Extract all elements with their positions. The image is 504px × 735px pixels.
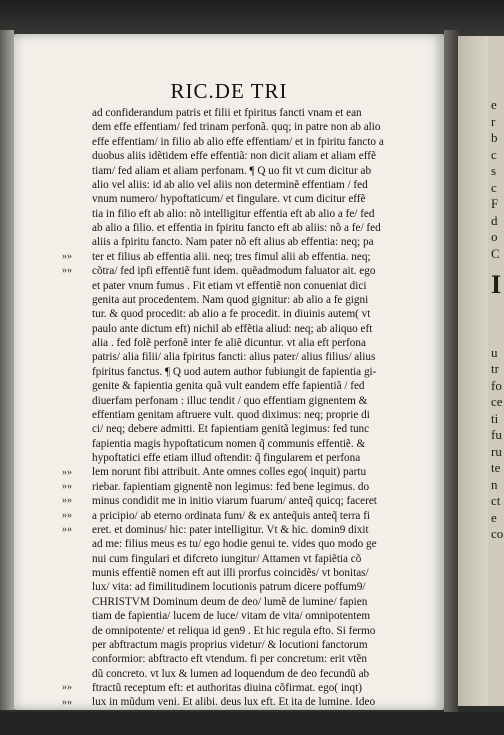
next-page-text-fragment: s [491, 164, 497, 177]
margin-note-mark: »» [62, 524, 72, 536]
text-line: ftractũ receptum eft: et authoritas diuina cõfirmat. ego( inqt) [92, 682, 362, 694]
next-page-text-fragment: d [491, 213, 498, 227]
text-line: tiam/ fed aliam et aliam perfonam. ¶ Q uo fit vt cum dicitur ab [92, 164, 372, 177]
text-line: ci/ neq; debere admitti. Et fapientiam genitã legimus: fed tunc [92, 423, 370, 436]
margin-note-mark: »» [62, 265, 72, 277]
next-page-text-fragment: c [491, 147, 497, 161]
text-line: diuerfam perfonam : illuc tendit / quo effentiam gignentem & [92, 394, 368, 407]
book-gutter [444, 30, 458, 715]
bottom-shadow [0, 712, 504, 735]
next-page-text-fragment: ce [491, 395, 503, 408]
text-line: eret. et dominus/ hic: pater intelligitur. Vt & hic. domin9 dixit [92, 523, 369, 536]
text-line: effe effentiam/ in filio ab alio effe effentiam/ et in fpiritu fancto a [92, 135, 384, 148]
text-line: minus condidit me in initio viarum fuarum/ anteq̃ quicq; faceret [92, 495, 377, 508]
next-page-text-fragment: tr [491, 362, 499, 375]
text-line: riebar. fapientiam gignentẽ non legimus: fed bene legimus. do [92, 480, 370, 493]
next-page-text-fragment: fo [491, 378, 502, 392]
next-page-text-fragment: te [491, 461, 501, 474]
next-page-text-fragment: ct [491, 494, 501, 507]
margin-note-mark: »» [62, 495, 72, 507]
text-line: tiam de fapientia/ lucem de luce/ vitam de vita/ omnipotentem [92, 610, 371, 623]
text-line: genita aut procedentem. Nam quod gignitur: ab alio a fe gigni [92, 293, 369, 306]
next-page-initial-letter: I [491, 272, 502, 298]
text-line: ab alio a filio. et effentia in fpiritu fancto eft ab aliis: nõ a fe/ fed [92, 222, 381, 234]
text-line: tia in filio eft ab alio: nõ intelligitur effentia eft ab alio a fe/ fed [92, 207, 375, 220]
text-line: paulo ante dictum eft) nichil ab effẽtia aliud: neq; ab aliquo eft [92, 322, 373, 335]
margin-note-mark: »» [62, 696, 72, 708]
text-line: genite & fapientia genita quã vult eandem effe fapientiã / fed [92, 380, 365, 393]
text-line: per abftractum magis proprius videtur/ & locutioni fanctorum [92, 638, 368, 651]
next-page-text-fragment: n [491, 477, 498, 491]
text-line: tur. & quod procedit: ab alio a fe procedit. in diuinis autem( vt [92, 308, 371, 321]
next-page-text-fragment: e [491, 510, 497, 524]
right-page-edge [458, 36, 504, 706]
next-page-text-fragment: co [491, 527, 504, 540]
text-line: hypoftatici effe etiam illud oftendit: q̃ fingularem et perfona [92, 452, 361, 464]
next-page-text-fragment: c [491, 180, 497, 194]
next-page-text-fragment: e [491, 98, 497, 111]
next-page-text-fragment: C [491, 246, 500, 260]
text-line: fpiritus fanctus. ¶ Q uod autem author fubiungit de fapientia gi- [92, 365, 377, 378]
next-page-text-fragment: F [491, 197, 499, 210]
margin-note-mark: »» [62, 682, 72, 694]
text-line: conformior: abftracto eft vtendum. fi per concretum: erit vtẽn [92, 653, 367, 666]
text-line: et pater vnum fumus . Fit etiam vt effentiẽ non conueniat dici [92, 279, 367, 292]
text-line: CHRISTVM Dominum deum de deo/ lumẽ de lumine/ fapien [92, 595, 368, 608]
text-line: alia . fed folẽ perfonẽ inter fe aliẽ dicuntur. vt alia eft perfona [92, 337, 366, 349]
text-line: ad confiderandum patris et filii et fpiritus fancti vnam et ean [92, 107, 362, 119]
text-line: fapientia magis hypoftaticum nomen q̃ communis effentiẽ. & [92, 437, 366, 450]
text-line: a pricipio/ ab eterno ordinata fum/ & ex anteq̃uis anteq̃ terra fi [92, 509, 371, 522]
margin-note-mark: »» [62, 509, 72, 521]
margin-note-mark: »» [62, 480, 72, 492]
text-line: alio vel aliis: id ab alio vel aliis non determinẽ effentiam / fed [92, 178, 368, 191]
next-page-text-fragment: b [491, 131, 498, 144]
next-page-text-fragment: r [491, 114, 496, 128]
book-left-edge [0, 30, 14, 710]
text-line: munis effentiẽ nomen eft aut illi prorfus coincidẽs/ vt bonitas/ [92, 567, 369, 579]
text-line: ad me: filius meus es tu/ ego hodie genui te. vides quo modo ge [92, 538, 377, 551]
next-page-text-fragment: o [491, 230, 498, 243]
text-line: duobus aliis idẽtidem effe effentiã: non dicit aliam et aliam effẽ [92, 150, 376, 163]
text-line: vnum numero/ hypoftaticum/ et fingulare. vt cum dicitur effẽ [92, 193, 366, 206]
text-line: lux/ vita: ad fimilitudinem locutionis patrum dicere poffum9/ [92, 581, 366, 594]
text-line: effentiam genitam aftruere vult. quod diximus: neq; proprie di [92, 408, 370, 421]
next-page-text-fragment: u [491, 345, 498, 359]
text-line: dem effe effentiam/ fed trinam perfonã. quq; in patre non ab alio [92, 121, 381, 134]
next-page-text-fragment: ti [491, 411, 499, 425]
text-line: nui cum fingulari et difcreto iungitur/ Attamen vt fapiẽtia cõ [92, 552, 362, 565]
text-line: patris/ alia filii/ alia fpiritus fancti: alius pater/ alius filius/ alius [92, 351, 376, 364]
left-page [14, 34, 444, 710]
text-line: lem norunt fibi attribuit. Ante omnes colles ego( inquit) partu [92, 466, 367, 479]
text-line: aliis a fpiritu fancto. Nam pater nõ eft alius ab effentia: neq; pa [92, 236, 374, 249]
margin-note-mark: »» [62, 250, 72, 262]
next-page-text-fragment: ru [491, 444, 502, 458]
page-body-text [62, 106, 436, 710]
text-line: cõtra/ fed ipfi effentiẽ funt idem. quẽadmodum faluator ait. ego [92, 265, 376, 278]
next-page-text-fragment: fu [491, 428, 502, 441]
margin-note-mark: »» [62, 466, 72, 478]
page-header: RIC.DE TRI [170, 79, 288, 103]
text-line: dũ concreto. vt lux & lumen ad loquendum de deo fecundũ ab [92, 667, 370, 680]
text-line: lux in mũdum veni. Et alibi. deus lux eft. Et ita de lumine. Ideo [92, 696, 376, 709]
text-line: de omnipotente/ et reliqua id gen9 . Et hic regula efto. Si fermo [92, 624, 376, 637]
text-line: ter et filius ab effentia alii. neq; tres fimul alii ab effentia. neq; [92, 250, 371, 263]
right-page-margin [458, 36, 488, 706]
